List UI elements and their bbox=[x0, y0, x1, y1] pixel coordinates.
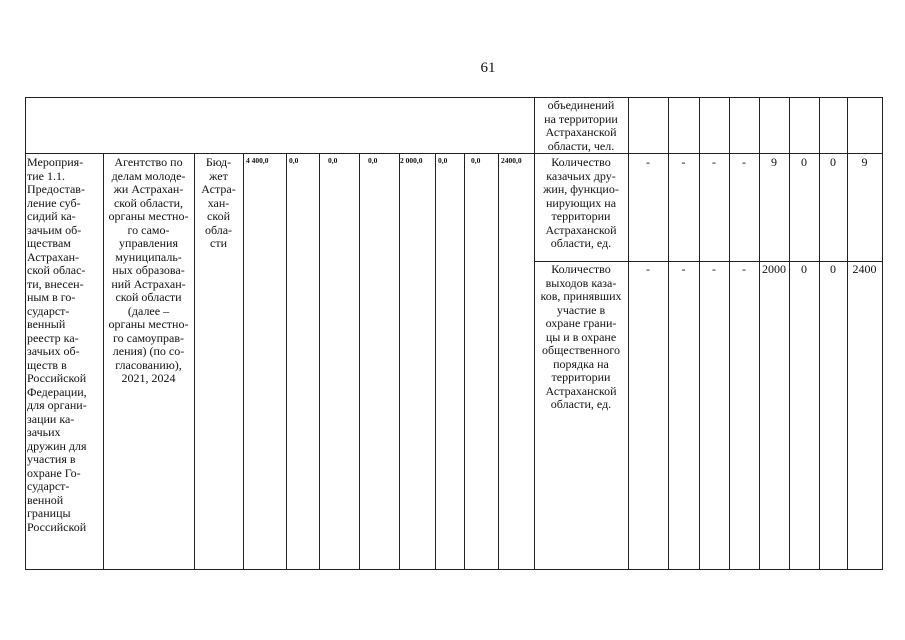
col-divider bbox=[399, 153, 400, 570]
table-border-top bbox=[25, 97, 883, 98]
col-divider bbox=[359, 153, 360, 570]
table-border-right bbox=[882, 97, 883, 570]
funding-value: 0,0 bbox=[289, 156, 299, 165]
indicator-value: 0 bbox=[801, 262, 807, 276]
indicator-value: 2400 bbox=[852, 262, 877, 276]
header-indicator-text: объединений на территории Астраханской области, чел. bbox=[544, 98, 618, 153]
indicator-value: - bbox=[742, 155, 746, 169]
col-divider bbox=[435, 153, 436, 570]
event-name: Мероприя- тие 1.1. Предостав- ление суб- сидий ка- зачьим об- ществам Астрахан- ской облас- ти, внесен- ным в го- сударст- венный реестр ка- зачьих об- ществ в Российской Федерации, для органи- зации ка- зачьих дружин для участия в охране Го- сударст- венной границы Российской bbox=[27, 155, 87, 534]
table-border-bottom bbox=[25, 569, 883, 570]
funding-value: 2400,0 bbox=[501, 156, 522, 165]
funding-value: 0,0 bbox=[368, 156, 378, 165]
funding-value: 0,0 bbox=[438, 156, 448, 165]
indicator-name: Количество выходов каза- ков, принявших участие в охране грани- цы и в охране общественного порядка на территории Астраханской области, ед. bbox=[540, 262, 622, 411]
indicator-value: - bbox=[681, 155, 686, 169]
indicator-value: - bbox=[646, 155, 650, 169]
page-number: 61 bbox=[480, 60, 496, 76]
indicator-value: - bbox=[742, 262, 746, 276]
col-divider bbox=[464, 153, 465, 570]
col-divider bbox=[243, 153, 244, 570]
indicator-value: 0 bbox=[801, 155, 807, 169]
indicator-value: - bbox=[712, 155, 716, 169]
col-divider bbox=[286, 153, 287, 570]
indicator-value: 2000 bbox=[762, 262, 786, 276]
row-divider bbox=[25, 153, 883, 154]
event-executor: Агентство по делам молоде- жи Астрахан- ской области, органы местно- го само- управления муниципаль- ных образова- ний Астрахан- ской области (далее – органы местно- го самоуправ- ления) (по со- гласованию), 2021, 2024 bbox=[108, 155, 189, 385]
col-divider bbox=[498, 153, 499, 570]
indicator-value: - bbox=[681, 262, 686, 276]
program-table bbox=[25, 97, 883, 570]
funding-value: 0,0 bbox=[471, 156, 481, 165]
indicator-value: 9 bbox=[861, 155, 868, 169]
col-divider bbox=[319, 153, 320, 570]
funding-value: 2 000,0 bbox=[400, 156, 423, 165]
indicator-value: 0 bbox=[830, 262, 836, 276]
indicator-name: Количество казачьих дру- жин, функцио- нирующих на территории Астраханской области, ед. bbox=[543, 155, 619, 250]
event-funding-source: Бюд- жет Астра- хан- ской обла- сти bbox=[201, 155, 236, 250]
funding-value: 0,0 bbox=[328, 156, 338, 165]
indicator-value: - bbox=[646, 262, 650, 276]
table-border-left bbox=[25, 97, 26, 570]
funding-total: 4 400,0 bbox=[246, 156, 269, 165]
indicator-value: 9 bbox=[771, 155, 777, 169]
indicator-value: 0 bbox=[830, 155, 836, 169]
indicator-value: - bbox=[712, 262, 716, 276]
